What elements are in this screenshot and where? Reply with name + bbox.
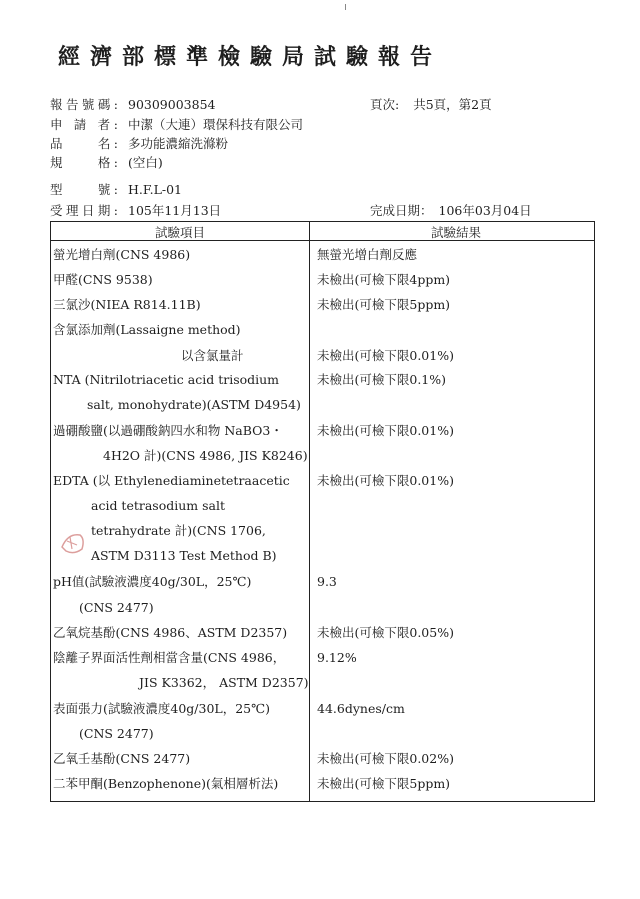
column-divider bbox=[309, 222, 310, 801]
item-ethoxylated-alkylphenol: 乙氧烷基酚(CNS 4986、ASTM D2357) bbox=[53, 625, 288, 640]
item-benzophenone: 二苯甲酮(Benzophenone)(氣相層析法) bbox=[53, 776, 279, 791]
applicant: 中潔（大連）環保科技有限公司 bbox=[128, 117, 304, 132]
spec-row bbox=[50, 153, 163, 171]
item-edta-cont-1: acid tetrasodium salt bbox=[91, 498, 226, 513]
item-anionic-surfactant: 陰離子界面活性劑相當含量(CNS 4986， bbox=[53, 650, 286, 665]
result-anionic-surfactant: 9.12% bbox=[317, 650, 357, 665]
report-number-row bbox=[50, 95, 215, 113]
result-perborate: 未檢出(可檢下限0.01%) bbox=[317, 423, 454, 438]
item-perborate-cont: 4H2O 計)(CNS 4986, JIS K8246) bbox=[103, 448, 308, 463]
report-number: 90309003854 bbox=[128, 97, 216, 112]
accept-date-row bbox=[50, 201, 221, 219]
item-nta-cont: salt, monohydrate)(ASTM D4954) bbox=[87, 397, 301, 412]
item-ph: pH值(試驗液濃度40g/30L，25℃) bbox=[53, 574, 252, 589]
result-ph: 9.3 bbox=[317, 574, 337, 589]
header-divider bbox=[51, 240, 594, 241]
result-surface-tension: 44.6dynes/cm bbox=[317, 701, 405, 716]
page-value: 共5頁，第2頁 bbox=[413, 97, 492, 112]
item-chlorine-basis: 以含氯量計 bbox=[181, 348, 244, 363]
model-row bbox=[50, 180, 182, 198]
spec-label: 規 格: bbox=[50, 155, 118, 170]
applicant-row bbox=[50, 115, 303, 133]
complete-date-row bbox=[370, 201, 532, 219]
item-edta-cont-2: tetrahydrate 計)(CNS 1706, bbox=[91, 523, 266, 538]
result-triclosan: 未檢出(可檢下限5ppm) bbox=[317, 297, 451, 312]
item-nonylphenol-ethoxylate: 乙氧壬基酚(CNS 2477) bbox=[53, 751, 191, 766]
model: H.F.L-01 bbox=[128, 182, 183, 197]
result-benzophenone: 未檢出(可檢下限5ppm) bbox=[317, 776, 451, 791]
result-nta: 未檢出(可檢下限0.1%) bbox=[317, 372, 447, 387]
item-fluorescent-whitener: 螢光增白劑(CNS 4986) bbox=[53, 247, 191, 262]
page-info-row bbox=[370, 95, 492, 113]
item-chlorine-additive: 含氯添加劑(Lassaigne method) bbox=[53, 322, 241, 337]
result-edta: 未檢出(可檢下限0.01%) bbox=[317, 473, 454, 488]
result-fluorescent-whitener: 無螢光增白劑反應 bbox=[317, 247, 418, 262]
item-nta: NTA (Nitrilotriacetic acid trisodium bbox=[53, 372, 280, 387]
accept-date-label: 受理日期: bbox=[50, 203, 118, 218]
complete-date-label: 完成日期： bbox=[370, 203, 433, 218]
applicant-label: 申 請 者: bbox=[50, 117, 118, 132]
item-edta: EDTA (以 Ethylenediaminetetraacetic bbox=[53, 473, 290, 488]
item-surface-tension: 表面張力(試驗液濃度40g/30L，25℃) bbox=[53, 701, 270, 716]
spec: (空白) bbox=[128, 155, 163, 170]
item-anionic-surfactant-cont: JIS K3362， ASTM D2357) bbox=[139, 675, 309, 690]
item-edta-cont-3: ASTM D3113 Test Method B) bbox=[91, 548, 277, 563]
result-ethoxylated-alkylphenol: 未檢出(可檢下限0.05%) bbox=[317, 625, 454, 640]
product: 多功能濃縮洗滌粉 bbox=[128, 136, 229, 151]
complete-date: 106年03月04日 bbox=[438, 203, 532, 218]
item-formaldehyde: 甲醛(CNS 9538) bbox=[53, 272, 153, 287]
results-table bbox=[50, 221, 595, 802]
result-chlorine: 未檢出(可檢下限0.01%) bbox=[317, 348, 454, 363]
report-number-label: 報告號碼: bbox=[50, 97, 118, 112]
scan-mark bbox=[345, 4, 346, 10]
model-label: 型 號: bbox=[50, 182, 118, 197]
result-formaldehyde: 未檢出(可檢下限4ppm) bbox=[317, 272, 451, 287]
result-nonylphenol-ethoxylate: 未檢出(可檢下限0.02%) bbox=[317, 751, 454, 766]
column-header-result: 試驗結果 bbox=[431, 225, 482, 240]
accept-date: 105年11月13日 bbox=[128, 203, 222, 218]
product-label: 品 名: bbox=[50, 136, 118, 151]
item-ph-cont: (CNS 2477) bbox=[79, 600, 154, 615]
page-label: 頁次: bbox=[370, 97, 400, 112]
item-perborate: 過硼酸鹽(以過硼酸鈉四水和物 NaBO3・ bbox=[53, 423, 283, 438]
red-seal-mark bbox=[58, 527, 88, 557]
column-header-item: 試驗項目 bbox=[155, 225, 206, 240]
product-row bbox=[50, 134, 228, 152]
report-title: 經濟部標準檢驗局試驗報告 bbox=[58, 44, 443, 70]
item-triclosan: 三氯沙(NIEA R814.11B) bbox=[53, 297, 201, 312]
item-surface-tension-cont: (CNS 2477) bbox=[79, 726, 154, 741]
